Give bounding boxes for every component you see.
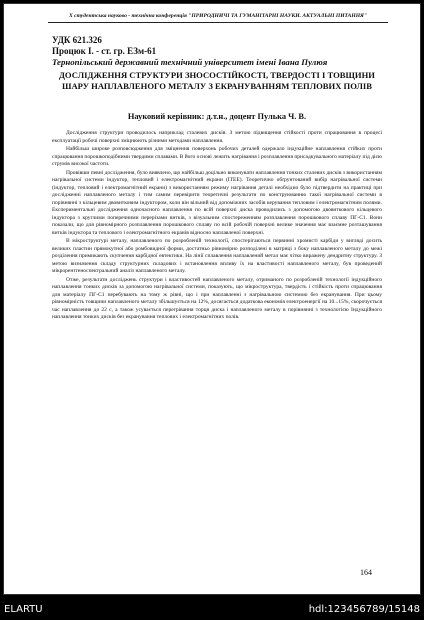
supervisor-line: Науковий керівник: д.т.н., доцент Пулька Ч. В.: [127, 112, 307, 121]
paragraph: В мікроструктурі металу, наплавленого по розробленій технології, спостерігаються первинні хромисті карбіди у вигляді досить великих пластин прямокутної або ромбовидної форми, достатньо рівномірно розподілені в матриці з боку наплавленого металу до межі розділення примикають скупчення карбідної евтектики. На лінії сплавлення наплавлений метал має чітко виражену дендритну структуру. З метою визначення складу структурних складових і встановлення впливу їх на властивості наплавленого металу, був проведений мікрорентгеноспектральний аналіз наплавленого металу.: [52, 238, 382, 274]
conference-header: Х студентська науково - технічна конференція "ПРИРОДНИЧІ ТА ГУМАНІТАРНІ НАУКИ. АКТУАЛЬНІ ПИТАННЯ": [68, 13, 368, 19]
author-line: Процюк І. - ст. гр. ЕЗм-61: [52, 46, 157, 56]
paragraph: Отже, результати досліджень структури і властивостей наплавленого металу, отриманого по розробленій технології індукційного наплавлення тонких дисків за допомогою нагрівальної системи, показують, що мікроструктура, твердість і стійкість проти спрацювання для матеріалу ПГ-С1 перебувають на тому ж рівні, що і при наплавленні з нагрівальною системою без екранування. При цьому рівномірність товщини наплавленого металу збільшується на 12%, досягається додаткова економія електроенергії на 10...15%, скорочується час наплавлення до 22 с, а також усувається перегрівання торця диска і наплавленого металу в порівнянні з технологією Індукційного наплавлення тонких дисків без екранування теплових і електромагнітних полів.: [52, 276, 382, 320]
body-text: [52, 130, 382, 323]
udc-code: УДК 621.326: [52, 35, 102, 45]
page-number: 164: [360, 568, 372, 577]
document-page: [3, 3, 421, 595]
footer-repository-label: ELARTU: [4, 604, 43, 615]
footer-handle: hdl:123456789/15148: [308, 604, 420, 615]
header-rule: [48, 22, 388, 23]
paragraph: Найбільш широке розповсюдження для зміцнення поверхонь робочих деталей одержало індукційне наплавлення стійких проти спрацювання порошкоподібними твердими сплавами. В його основі лежить нагрівання і розплавлення присадкувального матеріалу під дією струмів високої частоти.: [52, 146, 382, 167]
paper-title: ДОСЛІДЖЕННЯ СТРУКТУРИ ЗНОСОСТІЙКОСТІ, ТВЕРДОСТІ І ТОВЩИНИ ШАРУ НАПЛАВЛЕНОГО МЕТАЛУ З ЕКРАНУВАННЯМ ТЕПЛОВИХ ПОЛІВ: [59, 70, 375, 91]
affiliation: Тернопільський державний технічний університет імені Івана Пулюя: [52, 57, 328, 67]
paragraph: Провівши певні дослідження, було виявлено, що найбільш доцільно виконувати наплавлення тонких сталевих дисків з використанням нагрівальної системи індуктор, тепловий і електромагнітний екрани (ІТЕЕ). Теоретично обґрунтований вибір нагрівальної системи (індуктор, тепловий і електромагнітний екрани) з використанням режиму нагрівання деталі необхідно було підтвердити на практиці при дослідженні наплавленого металу і тим самим перевірити теоретичні результати по конструюванню такої нагрівальної системи в порівнянні з кільцевим двовитковим індуктором, коли він вільний від допоміжних засобів керування тепловим і електромагнітним полями. Експериментальні дослідження одночасного наплавлення по всій поверхні диска проводились з допомогою двовиткового кільцевого індуктора з круглими поперечними перерізами витків, з візуальним спостереженням розплавлення порошкового сплаву ПГ-С1. Вони показали, що для рівномірного розплавлення порошкового сплаву по всій робочій поверхні велике значення має взаємне розташування витків індуктора та теплового і електромагнітного екранів відносно наплавленої поверхні.: [52, 169, 382, 236]
paragraph: Дослідження структури проводилось наприклад сталевих дисків. З метою підвищення стійкості проти спрацювання в процесі експлуатації робочі поверхні зміцнюють різними методами наплавлення.: [52, 130, 382, 144]
